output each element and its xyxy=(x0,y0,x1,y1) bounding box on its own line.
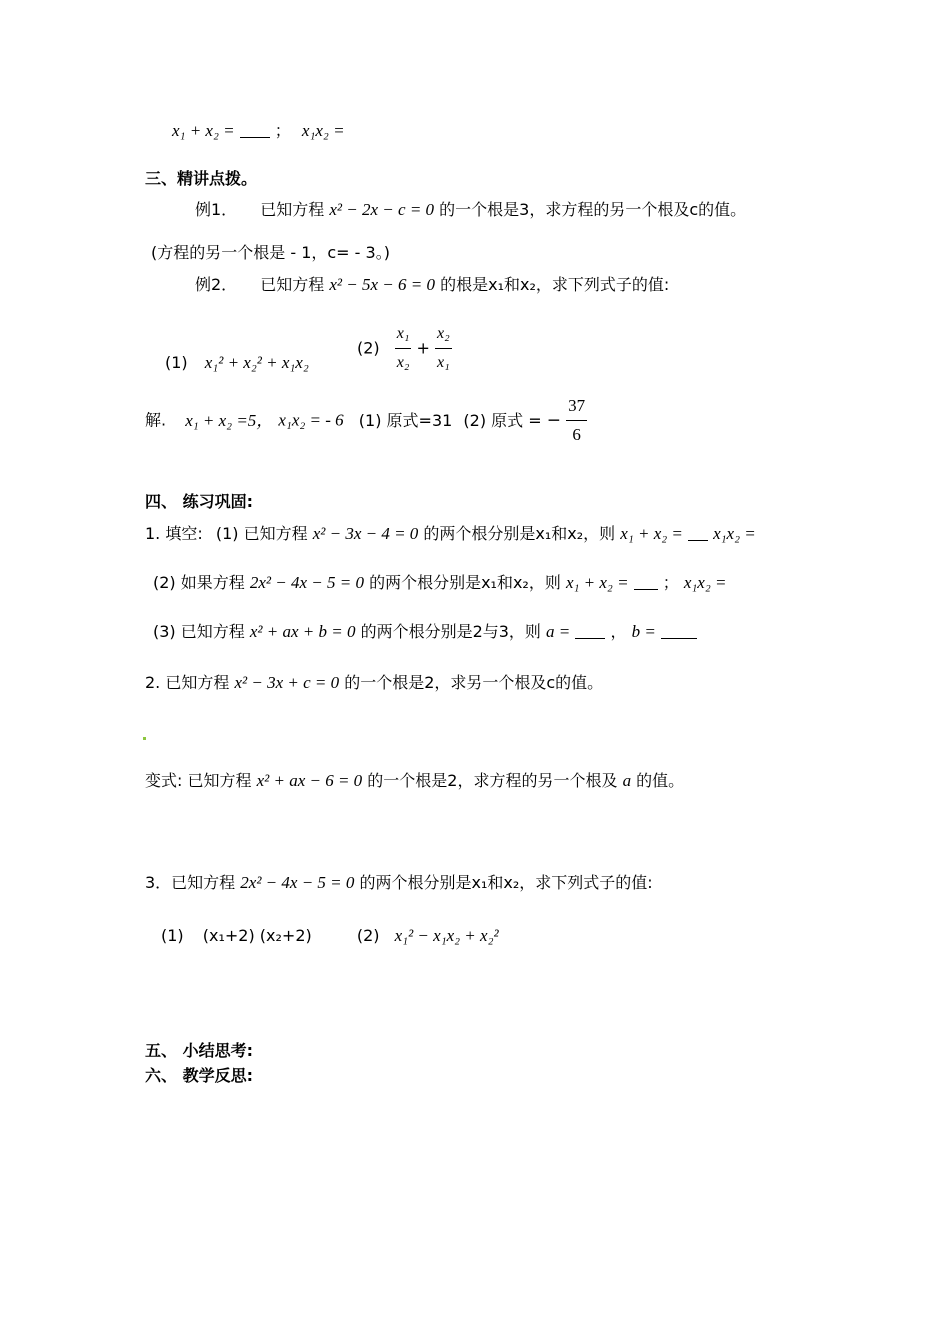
solution-2: (2) 原式 = xyxy=(463,410,542,430)
practice-1a-post: 的两个根分别是x₁和x₂，则 xyxy=(423,524,616,543)
solution-line xyxy=(145,392,587,449)
variant xyxy=(145,770,684,792)
practice-1c-post: 的两个根分别是2与3，则 xyxy=(360,622,541,641)
variant-label: 变式: 已知方程 xyxy=(145,771,252,790)
frac-num: x₁ xyxy=(395,320,412,349)
practice-3 xyxy=(145,872,653,894)
practice-1c-b: b = xyxy=(631,622,656,641)
fraction-x2-x1 xyxy=(435,320,452,377)
frac-den: 6 xyxy=(572,425,581,444)
example-2-post: 的根是x₁和x₂，求下列式子的值: xyxy=(440,275,670,294)
practice-3-questions xyxy=(161,925,499,947)
example-2-q1 xyxy=(165,352,309,374)
practice-1c xyxy=(153,621,697,643)
section-4-title: 四、 练习巩固: xyxy=(145,492,253,511)
variant-a: a xyxy=(622,771,632,790)
frac-num: x₂ xyxy=(435,320,452,349)
example-2-label: 例2． xyxy=(195,275,238,294)
p3-q1-expr: (x₁+2) (x₂+2) xyxy=(202,926,312,945)
example-2-q2 xyxy=(357,320,452,377)
top-prod-expr: x₁x₂ = xyxy=(301,121,345,140)
practice-3-post: 的两个根分别是x₁和x₂，求下列式子的值: xyxy=(359,873,653,892)
blank xyxy=(661,624,697,639)
practice-1c-equation: x² + ax + b = 0 xyxy=(249,622,356,641)
practice-1c-comma: ， xyxy=(610,622,627,641)
practice-1b-label: (2) 如果方程 xyxy=(153,573,245,592)
practice-1a-equation: x² − 3x − 4 = 0 xyxy=(312,524,419,543)
p3-q2-label: (2) xyxy=(356,926,380,945)
solution-sum: x₁ + x₂ =5， xyxy=(185,410,274,430)
section-3-title: 三、精讲点拨。 xyxy=(145,169,258,188)
practice-1b-equation: 2x² − 4x − 5 = 0 xyxy=(249,573,364,592)
top-sep: ； xyxy=(274,121,291,140)
practice-1b-post: 的两个根分别是x₁和x₂，则 xyxy=(369,573,561,592)
solution-prod: x₁x₂ = - 6 xyxy=(278,410,344,430)
practice-2-post: 的一个根是2，求另一个根及c的值。 xyxy=(344,673,604,692)
practice-1a-prod: x₁x₂ = xyxy=(713,524,756,543)
blank xyxy=(575,624,605,639)
example-1-equation: x² − 2x − c = 0 xyxy=(329,200,435,219)
practice-1b-sum: x₁ + x₂ = xyxy=(565,573,629,592)
frac-num: 37 xyxy=(566,392,587,421)
practice-1b xyxy=(153,572,726,594)
practice-3-equation: 2x² − 4x − 5 = 0 xyxy=(240,873,355,892)
practice-2-equation: x² − 3x + c = 0 xyxy=(234,673,340,692)
example-1-pre: 已知方程 xyxy=(260,200,325,219)
example-2 xyxy=(195,274,669,296)
blank xyxy=(634,575,658,590)
example-1 xyxy=(195,199,746,221)
section-5-title: 五、 小结思考: xyxy=(145,1041,253,1060)
practice-1a xyxy=(145,523,756,545)
fraction-x1-x2 xyxy=(395,320,412,377)
practice-1-label: 1. 填空: xyxy=(145,524,203,543)
example-1-label: 例1． xyxy=(195,200,238,219)
top-sum-expr: x₁ + x₂ = xyxy=(172,121,235,140)
blank xyxy=(240,123,270,138)
practice-1b-sep: ； xyxy=(662,573,679,592)
practice-3-label: 3．已知方程 xyxy=(145,873,236,892)
solution-2-sign: − xyxy=(546,410,561,431)
q2-label: (2) xyxy=(357,338,380,358)
variant-post-2: 的值。 xyxy=(636,771,685,790)
top-sum-line xyxy=(172,120,345,142)
p3-q1-label: (1) xyxy=(161,926,184,945)
solution-label: 解. xyxy=(145,410,167,430)
variant-equation: x² + ax − 6 = 0 xyxy=(256,771,363,790)
example-1-post: 的一个根是3，求方程的另一个根及c的值。 xyxy=(439,200,747,219)
section-6-title: 六、 教学反思: xyxy=(145,1066,253,1085)
green-dot xyxy=(143,737,146,740)
practice-2 xyxy=(145,672,603,694)
example-2-equation: x² − 5x − 6 = 0 xyxy=(329,275,435,294)
solution-1: (1) 原式=31 xyxy=(358,410,453,430)
practice-1c-label: (3) 已知方程 xyxy=(153,622,245,641)
practice-1a-sum: x₁ + x₂ = xyxy=(620,524,683,543)
q1-expr: x₁² + x₂² + x₁x₂ xyxy=(204,353,309,372)
example-1-answer: (方程的另一个根是 - 1，c= - 3。) xyxy=(151,243,390,262)
plus: + xyxy=(416,338,430,358)
frac-den: x₂ xyxy=(396,354,410,371)
solution-2-fraction xyxy=(566,392,587,449)
example-2-pre: 已知方程 xyxy=(260,275,325,294)
blank xyxy=(688,526,708,541)
p3-q2-expr: x₁² − x₁x₂ + x₂² xyxy=(394,926,499,945)
frac-den: x₁ xyxy=(437,354,450,371)
variant-post-1: 的一个根是2，求方程的另一个根及 xyxy=(367,771,618,790)
practice-1b-prod: x₁x₂ = xyxy=(683,573,727,592)
practice-1c-a: a = xyxy=(546,622,571,641)
practice-2-label: 2. 已知方程 xyxy=(145,673,230,692)
practice-1a-label: (1) 已知方程 xyxy=(215,524,308,543)
q1-label: (1) xyxy=(165,353,188,372)
